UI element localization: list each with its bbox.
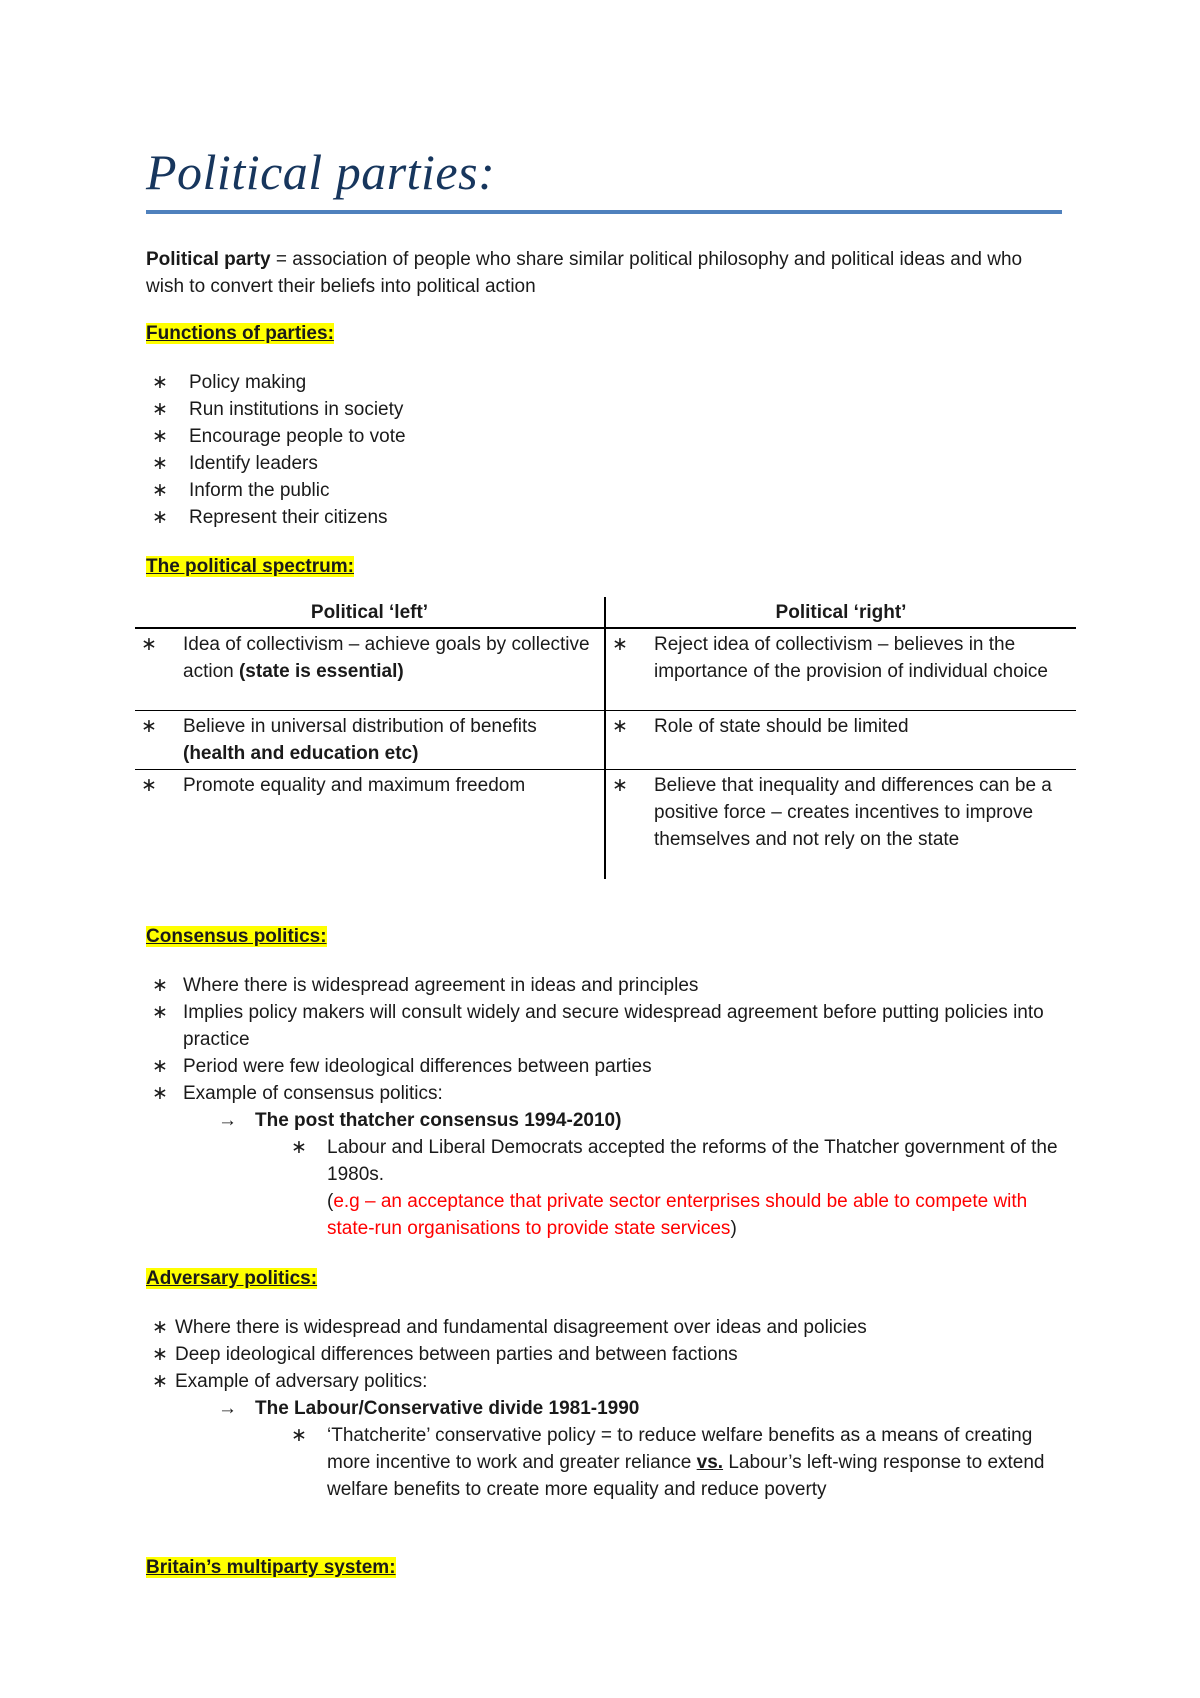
table-header-row: [135, 597, 1076, 628]
functions-list-block: [146, 369, 1062, 531]
list-item: ∗ Where there is widespread agreement in ideas and principles: [146, 972, 1062, 999]
definition-paragraph: [146, 246, 1062, 300]
list-item: ∗ Deep ideological differences between parties and between factions: [146, 1341, 1062, 1368]
adversary-example-point: ∗ ‘Thatcherite’ conservative policy = to reduce welfare benefits as a means of creating more incentive to work and greater reliance vs. Labour’s left-wing response to extend welfare benefits to create more equality and reduce poverty: [146, 1422, 1062, 1503]
consensus-heading: Consensus politics:: [146, 926, 327, 947]
page-title: Political parties:: [146, 144, 496, 200]
star-bullet-icon: ∗: [141, 715, 157, 737]
consensus-example-title: → The post thatcher consensus 1994-2010): [146, 1107, 1062, 1134]
multiparty-heading: Britain’s multiparty system:: [146, 1557, 396, 1578]
list-item: ∗ Identify leaders: [146, 450, 1062, 477]
adversary-list-block: [146, 1314, 1062, 1503]
table-cell-left: ∗ Believe in universal distribution of benefits (health and education etc): [135, 710, 605, 769]
functions-heading-block: [146, 320, 1062, 347]
definition-term: Political party: [146, 249, 271, 270]
table-row: [135, 628, 1076, 710]
consensus-list: [146, 972, 1062, 1107]
functions-heading: Functions of parties:: [146, 323, 334, 344]
consensus-list-block: [146, 972, 1062, 1242]
list-item: ∗ Inform the public: [146, 477, 1062, 504]
multiparty-heading-block: [146, 1554, 1062, 1581]
list-item: ∗ Encourage people to vote: [146, 423, 1062, 450]
table-cell-right: ∗ Role of state should be limited: [605, 710, 1076, 769]
table-cell-left: ∗ Idea of collectivism – achieve goals by collective action (state is essential): [135, 628, 605, 710]
adversary-list: [146, 1314, 1062, 1395]
adversary-heading-block: [146, 1265, 1062, 1292]
functions-list: [146, 369, 1062, 531]
spectrum-table: [135, 597, 1076, 879]
table-row: [135, 769, 1076, 879]
right-column-header: Political ‘right’: [605, 597, 1076, 628]
adversary-example-list: [146, 1395, 1062, 1422]
consensus-heading-block: [146, 923, 1062, 950]
star-bullet-icon: ∗: [612, 715, 628, 737]
consensus-example-note: e.g – an acceptance that private sector enterprises should be able to compete with state-run organisations to provide state services: [327, 1191, 1028, 1239]
left-column-header: Political ‘left’: [135, 597, 605, 628]
list-item: ∗ Policy making: [146, 369, 1062, 396]
consensus-example-list: [146, 1107, 1062, 1134]
list-item: ∗ Implies policy makers will consult widely and secure widespread agreement before putting policies into practice: [146, 999, 1062, 1053]
table-cell-left: ∗ Promote equality and maximum freedom: [135, 769, 605, 879]
title-underline: [146, 210, 1062, 214]
star-bullet-icon: ∗: [291, 1425, 307, 1446]
consensus-example-point: ∗ Labour and Liberal Democrats accepted the reforms of the Thatcher government of the 1980s. (e.g – an acceptance that private sector enterprises should be able to compete with state-run organisations to provide state services): [146, 1134, 1062, 1242]
spectrum-heading-block: [146, 553, 1062, 580]
list-item: ∗ Run institutions in society: [146, 396, 1062, 423]
star-bullet-icon: ∗: [141, 774, 157, 796]
table-row: [135, 710, 1076, 769]
spectrum-heading: The political spectrum:: [146, 556, 354, 577]
adversary-heading: Adversary politics:: [146, 1268, 318, 1289]
definition-text: = association of people who share similar political philosophy and political ideas and who wish to convert their beliefs into political action: [146, 249, 1023, 297]
list-item: ∗ Where there is widespread and fundamental disagreement over ideas and policies: [146, 1314, 1062, 1341]
adversary-example-title: → The Labour/Conservative divide 1981-1990: [146, 1395, 1062, 1422]
star-bullet-icon: ∗: [291, 1137, 307, 1158]
list-item: ∗ Example of consensus politics:: [146, 1080, 1062, 1107]
table-cell-right: ∗ Believe that inequality and differences can be a positive force – creates incentives to improve themselves and not rely on the state: [605, 769, 1076, 879]
star-bullet-icon: ∗: [141, 634, 157, 655]
star-bullet-icon: ∗: [612, 774, 628, 796]
star-bullet-icon: ∗: [612, 634, 628, 655]
table-cell-right: ∗ Reject idea of collectivism – believes in the importance of the provision of individual choice: [605, 628, 1076, 710]
list-item: ∗ Represent their citizens: [146, 504, 1062, 531]
list-item: ∗ Example of adversary politics:: [146, 1368, 1062, 1395]
list-item: ∗ Period were few ideological differences between parties: [146, 1053, 1062, 1080]
